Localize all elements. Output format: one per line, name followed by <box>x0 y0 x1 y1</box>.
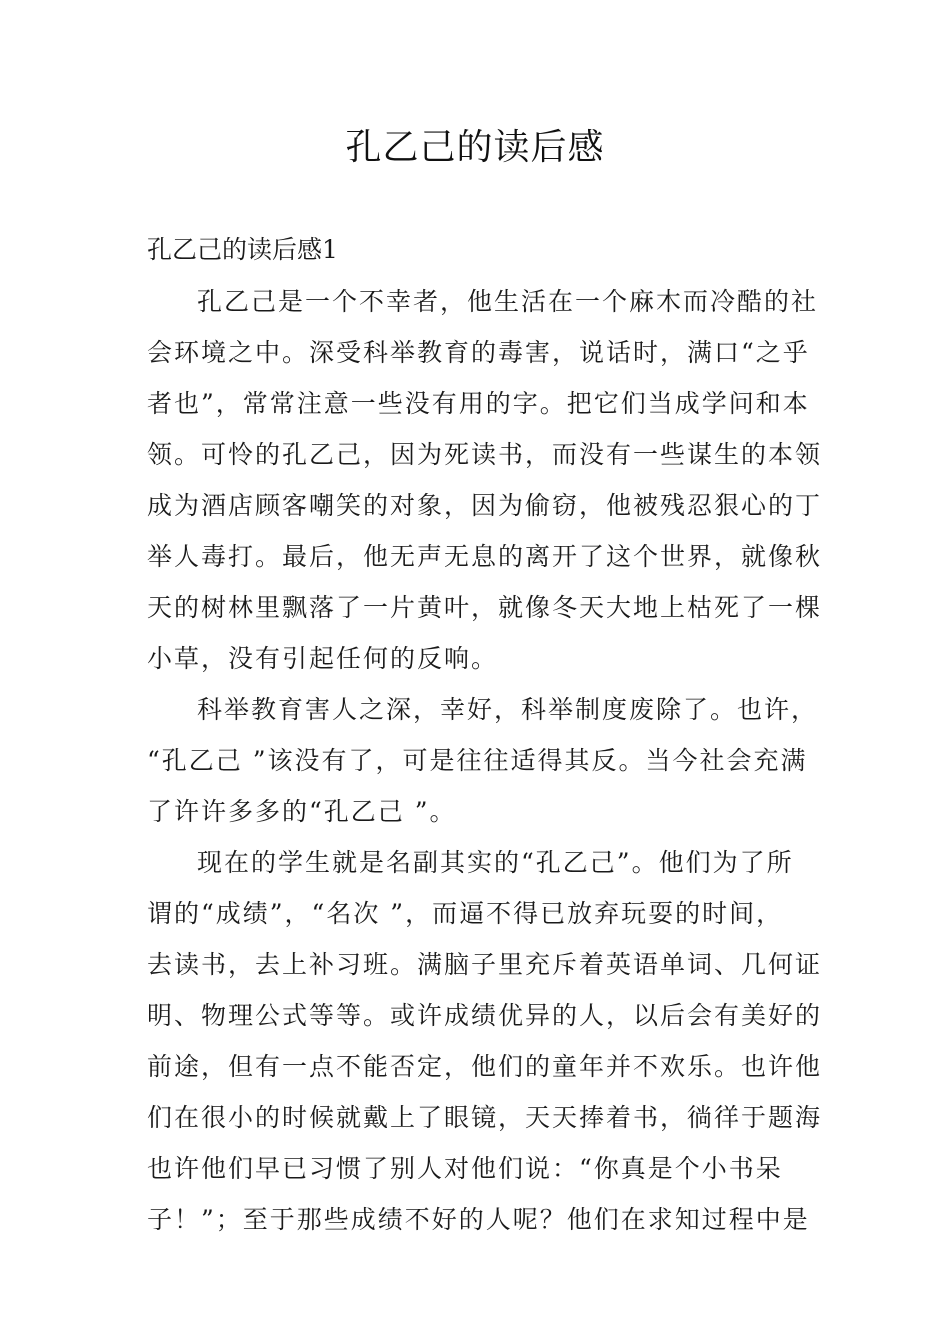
text-line: 们在很小的时候就戴上了眼镜，天天捧着书，徜徉于题海 <box>147 1103 823 1132</box>
text-line: 天的树林里飘落了一片黄叶，就像冬天大地上枯死了一棵 <box>147 593 823 622</box>
paragraph-2 <box>147 684 819 837</box>
text-line: 去读书，去上补习班。满脑子里充斥着英语单词、几何证 <box>147 950 823 979</box>
text-line: 小草，没有引起任何的反响。 <box>147 644 499 673</box>
text-line: 前途，但有一点不能否定，他们的童年并不欢乐。也许他 <box>147 1052 823 1081</box>
text-line: 明、物理公式等等。或许成绩优异的人，以后会有美好的 <box>147 1001 823 1030</box>
text-line: 谓的“成绩”，“名次 ”，而逼不得已放弃玩耍的时间， <box>147 899 784 928</box>
text-line: 孔乙己是一个不幸者，他生活在一个麻木而冷酷的社 <box>197 287 819 316</box>
text-line: 了许许多多的“孔乙己 ”。 <box>147 797 457 826</box>
text-line: 子！”；至于那些成绩不好的人呢？他们在求知过程中是 <box>147 1205 810 1234</box>
text-line: 成为酒店顾客嘲笑的对象，因为偷窃，他被残忍狠心的丁 <box>147 491 823 520</box>
paragraph-1 <box>147 276 823 684</box>
text-line: 举人毒打。最后，他无声无息的离开了这个世界，就像秋 <box>147 542 823 571</box>
document-body <box>147 276 823 1245</box>
text-line: 科举教育害人之深，幸好，科举制度废除了。也许， <box>197 695 819 724</box>
text-line: 现在的学生就是名副其实的“孔乙己”。他们为了所 <box>197 848 794 877</box>
section-heading: 孔乙己的读后感1 <box>147 235 338 264</box>
paragraph-3 <box>147 837 823 1245</box>
document-title: 孔乙己的读后感 <box>345 127 605 168</box>
text-line: 也许他们早已习惯了别人对他们说：“你真是个小书呆 <box>147 1154 783 1183</box>
text-line: “孔乙己 ”该没有了，可是往往适得其反。当今社会充满 <box>147 746 808 775</box>
text-line: 会环境之中。深受科举教育的毒害，说话时，满口“之乎 <box>147 338 810 367</box>
text-line: 领。可怜的孔乙己，因为死读书，而没有一些谋生的本领 <box>147 440 823 469</box>
text-line: 者也”，常常注意一些没有用的字。把它们当成学问和本 <box>147 389 810 418</box>
